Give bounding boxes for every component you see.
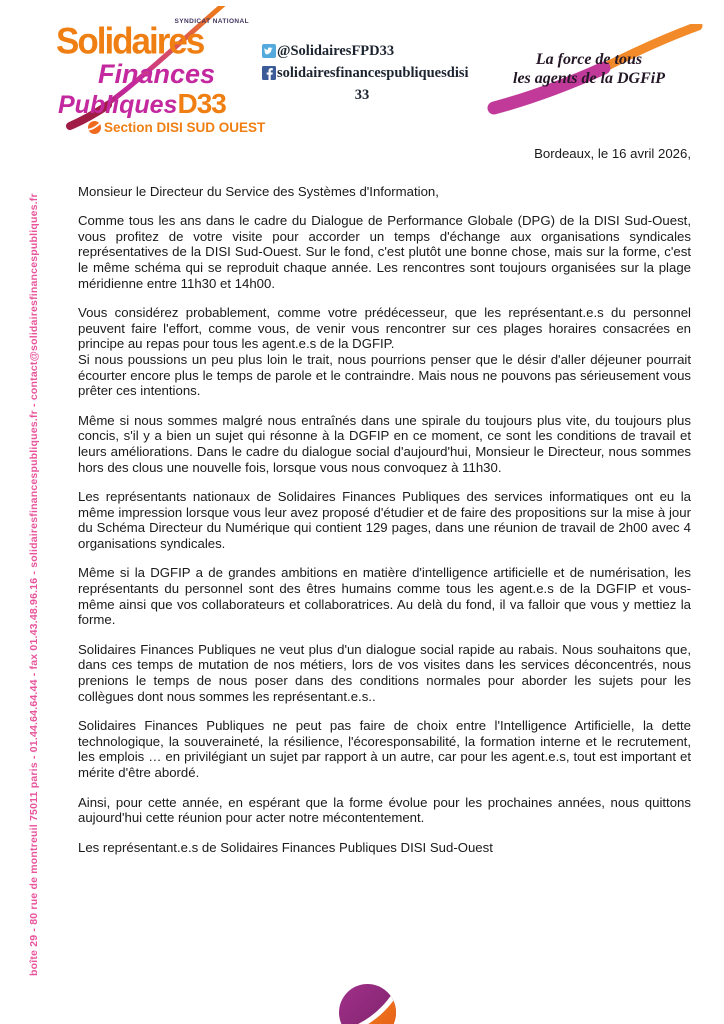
paragraph-ambitions-ia: Même si la DGFIP a de grandes ambitions en matière d'intelligence artificielle et de numérisation, les représentants du personnel sont des êtres humains comme tous les agent.e.s de la DGFIP et vous-même ainsi que vos collaborateurs et collaboratrices. Au delà du fond, il va falloir que vous y mettiez la forme.: [78, 565, 691, 628]
date-line: Bordeaux, le 16 avril 2026,: [534, 146, 691, 161]
logo-title-publiques: Publiques: [58, 91, 178, 119]
logo-section-label: Section DISI SUD OUEST: [104, 120, 266, 135]
logo-title-solidaires: Solidaires: [56, 21, 204, 62]
logo-section-row: [88, 120, 265, 135]
letter-body: [78, 146, 691, 855]
paragraph-choix-sujets: Solidaires Finances Publiques ne peut pas faire de choix entre l'Intelligence Artificielle, la dette technologique, la souveraineté, la résilience, l'écoresponsabilité, la formation interne et le recrutement, les emplois … en privilégiant un sujet par rapport à un autre, car pour les agent.e.s, tout est important et mérite d'être abordé.: [78, 718, 691, 780]
twitter-handle: @SolidairesFPD33: [277, 43, 395, 59]
logo-title-finances: Finances: [98, 59, 216, 89]
slogan-text: [484, 50, 694, 88]
paragraph-dialogue-rabais: Solidaires Finances Publiques ne veut plus d'un dialogue social rapide au rabais. Nous souhaitons que, dans ces temps de mutation de nos métiers, lors de vos visites dans les services déconcentrés, nous prenions le temps de nous poser dans des conditions normales pour aborder les sujets pour les collègues dont nous sommes les représentant.e.s..: [78, 641, 691, 704]
salutation: Monsieur le Directeur du Service des Systèmes d'Information,: [78, 183, 439, 199]
slogan-line1: La force de tous: [535, 51, 643, 68]
paragraph-dpg: Comme tous les ans dans le cadre du Dialogue de Performance Globale (DPG) de la DISI Sud-Ouest, vous profitez de votre visite pour accorder un temps d'échange aux organisations syndicales représentatives de la DISI Sud-Ouest. Sur le fond, c'est plutôt une bonne chose, mais sur la forme, c'est le même schéma qui se reproduit chaque année. Les rencontres sont toujours organisées sur la plage méridienne entre 11h30 et 14h00.: [78, 213, 691, 291]
logo-syndicat-label: SYNDICAT NATIONAL: [174, 18, 249, 25]
slogan-line2: les agents de la DGFiP: [513, 70, 665, 87]
paragraph-mecontentement: Ainsi, pour cette année, en espérant que la forme évolue pour les prochaines années, nous quittons aujourd'hui cette réunion pour acter notre mécontentement.: [78, 794, 691, 826]
social-block: [262, 40, 469, 106]
sphere-logo-icon: [339, 984, 396, 1024]
logo-title-d33: D33: [177, 88, 226, 119]
paragraph-schema-directeur: Les représentants nationaux de Solidaires Finances Publiques des services informatiques ont eu la même impression lorsque vous leur avez proposé d'étudier et de faire des propositions sur la mise à jour du Schéma Directeur du Numérique qui contient 129 pages, dans une réunion de travail de 2h00 avec 4 organisations syndicales.: [78, 489, 691, 551]
facebook-handle-wrap: 33: [354, 87, 370, 103]
paragraph-predecesseur: Vous considérez probablement, comme votre prédécesseur, que les représentant.e.s du personnel peuvent faire l'effort, comme vous, de venir vous rencontrer sur ces plages horaires consacrées en principe au repas pour tous les agent.e.s de la DGFIP.: [78, 305, 691, 352]
facebook-icon: [262, 66, 276, 80]
signature-line: Les représentant.e.s de Solidaires Finances Publiques DISI Sud-Ouest: [78, 839, 493, 855]
slogan-block: [484, 24, 704, 122]
facebook-row: [262, 62, 469, 84]
paragraph-dejeuner: Si nous poussions un peu plus loin le trait, nous pourrions penser que le désir d'aller déjeuner pourrait écourter encore plus le temps de parole et le contraindre. Mais nous ne pouvons pas sérieusement vous prêter ces intentions.: [78, 351, 691, 399]
paragraph-spirale: Même si nous sommes malgré nous entraînés dans une spirale du toujours plus vite, du toujours plus concis, s'il y a bien un sujet qui résonne à la DGFIP en ce moment, ce sont les conditions de travail et leurs améliorations. Dans le cadre du dialogue social d'aujourd'hui, Monsieur le Directeur, nous sommes hors des clous une nouvelle fois, lorsque vous nous convoquez à 11h30.: [78, 412, 691, 475]
twitter-row: [262, 40, 462, 62]
union-logo: [56, 12, 266, 138]
facebook-handle: solidairesfinancespubliquesdisi: [277, 65, 469, 81]
globe-icon: [88, 121, 101, 134]
logo-title-publiques-d33: [58, 88, 226, 120]
sidebar-contact-line: boîte 29 - 80 rue de montreuil 75011 paris - 01.44.64.64.44 - fax 01.43.48.96.16 - solidairesfinancespubliques.fr - contact@solidairesfinancespubliques.fr: [28, 193, 40, 976]
twitter-icon: [262, 44, 276, 58]
